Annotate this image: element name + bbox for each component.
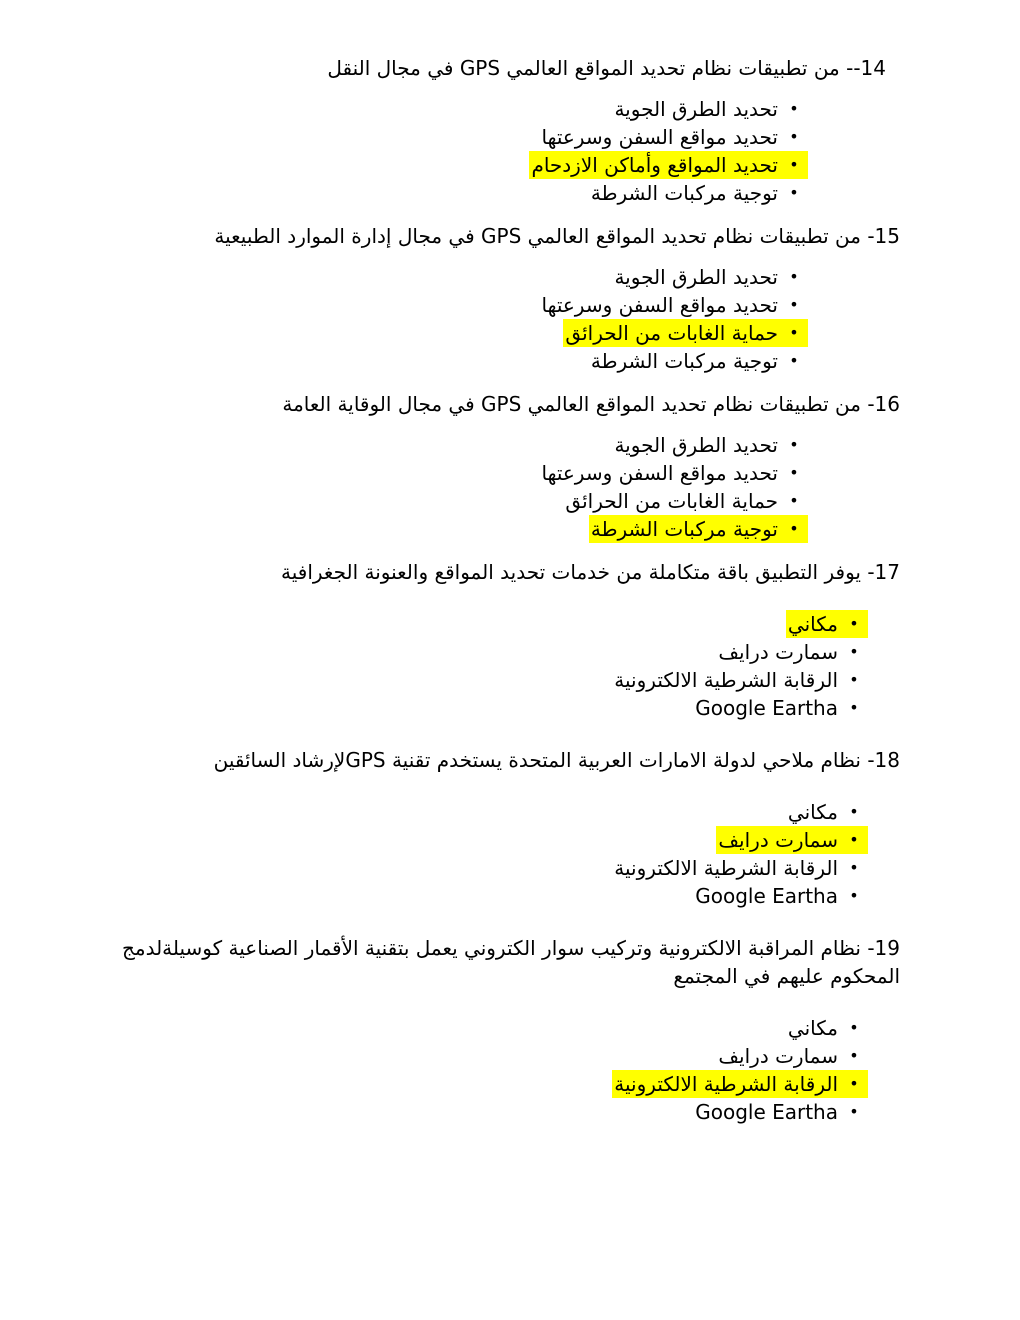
bullet-icon: • xyxy=(849,1018,859,1037)
option-item xyxy=(540,459,808,487)
option-item xyxy=(540,263,808,291)
bullet-icon: • xyxy=(780,151,808,179)
bullet-icon: • xyxy=(780,515,808,543)
option-item xyxy=(612,1042,868,1070)
option-text: الرقابة الشرطية الالكترونية xyxy=(614,1072,838,1096)
options-list-17 xyxy=(612,610,868,722)
option-text: سمارت درايف xyxy=(718,640,838,664)
option-text: توجية مركبات الشرطة xyxy=(590,181,778,205)
option-text: تحديد مواقع السفن وسرعتها xyxy=(541,461,778,485)
option-text: تحديد الطرق الجوية xyxy=(614,265,778,289)
option-item xyxy=(529,123,808,151)
bullet-icon: • xyxy=(789,463,799,482)
option-item xyxy=(540,487,808,515)
option-text: توجية مركبات الشرطة xyxy=(590,517,778,541)
option-item xyxy=(612,666,868,694)
option-item-highlighted xyxy=(540,319,808,347)
option-text: Google Eartha xyxy=(695,696,838,720)
bullet-icon: • xyxy=(849,802,859,821)
option-item xyxy=(612,882,868,910)
options-list-14 xyxy=(529,95,808,207)
option-item xyxy=(612,638,868,666)
options-list-19 xyxy=(612,1014,868,1126)
option-item-highlighted xyxy=(529,151,808,179)
option-item-highlighted xyxy=(612,826,868,854)
option-text: مكاني xyxy=(787,800,838,824)
option-text: الرقابة الشرطية الالكترونية xyxy=(614,856,838,880)
option-item xyxy=(612,1098,868,1126)
bullet-icon: • xyxy=(789,99,799,118)
question-15: 15- من تطبيقات نظام تحديد المواقع العالمي GPS في مجال إدارة الموارد الطبيعية xyxy=(214,224,900,248)
option-item xyxy=(529,95,808,123)
option-text: تحديد الطرق الجوية xyxy=(614,433,778,457)
option-text: توجية مركبات الشرطة xyxy=(590,349,778,373)
bullet-icon: • xyxy=(840,610,868,638)
option-text: مكاني xyxy=(787,612,838,636)
bullet-icon: • xyxy=(789,183,799,202)
options-list-18 xyxy=(612,798,868,910)
option-text: مكاني xyxy=(787,1016,838,1040)
bullet-icon: • xyxy=(780,319,808,347)
bullet-icon: • xyxy=(789,267,799,286)
bullet-icon: • xyxy=(840,826,868,854)
option-item xyxy=(612,1014,868,1042)
option-item-highlighted xyxy=(540,515,808,543)
options-list-16 xyxy=(540,431,808,543)
bullet-icon: • xyxy=(789,435,799,454)
option-item xyxy=(540,347,808,375)
option-item xyxy=(540,431,808,459)
bullet-icon: • xyxy=(849,1102,859,1121)
question-16: 16- من تطبيقات نظام تحديد المواقع العالمي GPS في مجال الوقاية العامة xyxy=(282,392,900,416)
bullet-icon: • xyxy=(849,642,859,661)
option-item xyxy=(540,291,808,319)
bullet-icon: • xyxy=(840,1070,868,1098)
option-item-highlighted xyxy=(612,1070,868,1098)
options-list-15 xyxy=(540,263,808,375)
question-14: 14-- من تطبيقات نظام تحديد المواقع العالمي GPS في مجال النقل xyxy=(327,56,886,80)
question-18: 18- نظام ملاحي لدولة الامارات العربية المتحدة يستخدم تقنية GPSلإرشاد السائقين xyxy=(213,748,900,772)
option-text: سمارت درايف xyxy=(718,828,838,852)
bullet-icon: • xyxy=(849,886,859,905)
option-item xyxy=(612,694,868,722)
bullet-icon: • xyxy=(789,351,799,370)
bullet-icon: • xyxy=(789,295,799,314)
option-text: تحديد مواقع السفن وسرعتها xyxy=(541,293,778,317)
option-item xyxy=(612,798,868,826)
question-17: 17- يوفر التطبيق باقة متكاملة من خدمات تحديد المواقع والعنونة الجغرافية xyxy=(281,560,900,584)
question-19: 19- نظام المراقبة الالكترونية وتركيب سوار الكتروني يعمل بتقنية الأقمار الصناعية كوسيلةلدمج المحكوم عليهم في المجتمع xyxy=(121,936,900,988)
option-text: سمارت درايف xyxy=(718,1044,838,1068)
option-item-highlighted xyxy=(612,610,868,638)
bullet-icon: • xyxy=(849,858,859,877)
option-text: تحديد مواقع السفن وسرعتها xyxy=(541,125,778,149)
option-text: تحديد المواقع وأماكن الازدحام xyxy=(531,153,778,177)
option-text: حماية الغابات من الحرائق xyxy=(565,321,778,345)
bullet-icon: • xyxy=(789,127,799,146)
bullet-icon: • xyxy=(789,491,799,510)
option-text: حماية الغابات من الحرائق xyxy=(565,489,778,513)
option-text: تحديد الطرق الجوية xyxy=(614,97,778,121)
option-text: Google Eartha xyxy=(695,884,838,908)
option-item xyxy=(529,179,808,207)
bullet-icon: • xyxy=(849,1046,859,1065)
bullet-icon: • xyxy=(849,670,859,689)
option-item xyxy=(612,854,868,882)
option-text: الرقابة الشرطية الالكترونية xyxy=(614,668,838,692)
bullet-icon: • xyxy=(849,698,859,717)
option-text: Google Eartha xyxy=(695,1100,838,1124)
